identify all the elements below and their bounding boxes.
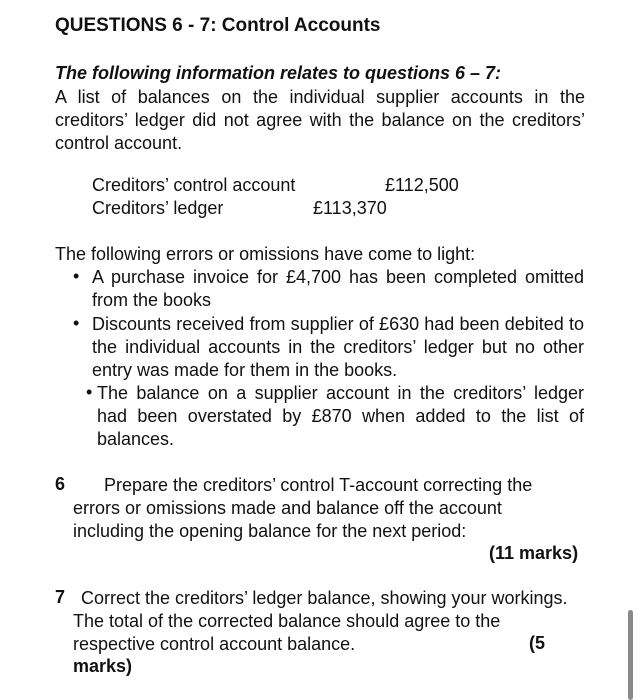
question-7-text: Correct the creditors’ ledger balance, showing your workings. The total of the corrected balance should agree to the respective control account balance.	[73, 588, 568, 654]
question-6-text: Prepare the creditors’ control T-account correcting the errors or omissions made and balance off the account including the opening balance for the next period:	[73, 475, 533, 541]
question-6-number: 6	[55, 474, 66, 494]
error-item-3: The balance on a supplier account in the creditors’ ledger had been overstated by £870 when added to the list of balances.	[97, 383, 584, 449]
question-7-marks-part1: (5	[529, 633, 546, 653]
error-item-2: Discounts received from supplier of £630 had been debited to the individual accounts in the creditors’ ledger but no other entry was made for them in the books.	[92, 314, 584, 380]
bullet-icon: •	[86, 382, 93, 402]
errors-intro: The following errors or omissions have come to light:	[55, 244, 476, 264]
bullet-icon: •	[73, 313, 80, 333]
error-item-1: A purchase invoice for £4,700 has been completed omitted from the books	[92, 267, 584, 310]
scrollbar[interactable]	[628, 610, 633, 700]
balance-label-control-account: Creditors’ control account	[92, 175, 296, 195]
balance-amount-control-account: £112,500	[385, 175, 459, 195]
question-6-marks: (11 marks)	[489, 543, 579, 563]
bullet-icon: •	[73, 266, 80, 286]
question-7-marks-part2: marks)	[73, 656, 133, 676]
intro-paragraph: A list of balances on the individual supplier accounts in the creditors’ ledger did not agree with the balance on the creditors’ control account.	[55, 87, 585, 153]
section-subheading: The following information relates to questions 6 – 7:	[55, 63, 502, 83]
balance-amount-creditors-ledger: £113,370	[313, 198, 387, 218]
page-title: QUESTIONS 6 - 7: Control Accounts	[55, 15, 381, 36]
balance-label-creditors-ledger: Creditors’ ledger	[92, 198, 224, 218]
question-7-number: 7	[55, 587, 66, 607]
